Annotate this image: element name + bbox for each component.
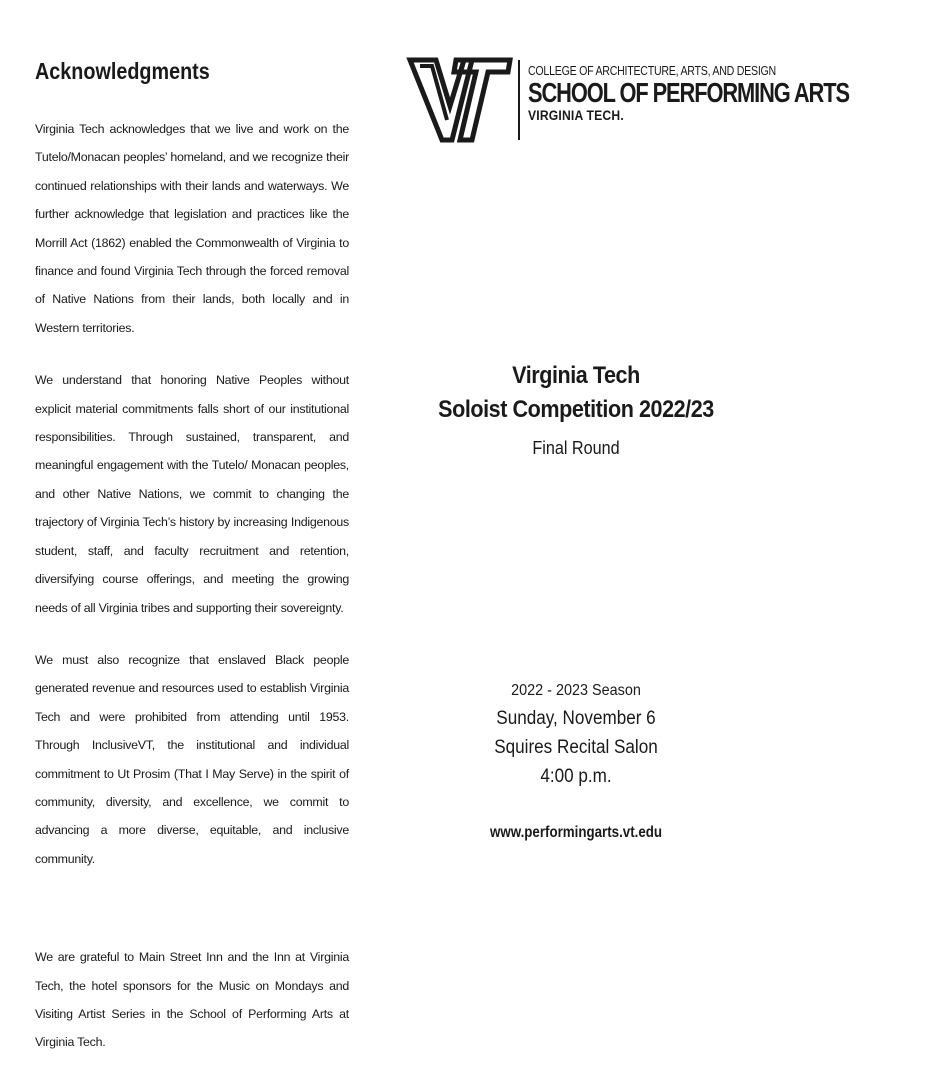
event-season: 2022 - 2023 Season bbox=[511, 682, 641, 699]
university-name: VIRGINIA TECH. bbox=[528, 108, 624, 123]
logo-wordmark bbox=[528, 64, 939, 123]
acknowledgments-section bbox=[35, 58, 349, 1081]
acknowledgments-heading: Acknowledgments bbox=[35, 58, 210, 84]
college-name: COLLEGE OF ARCHITECTURE, ARTS, AND DESIGN bbox=[528, 64, 776, 78]
commitment-paragraph: We understand that honoring Native Peoples without explicit material commitments falls short of our institutional responsibilities. Through sustained, transparent, and meaningful engagement with the Tutelo/ Monacan peoples, and other Native Nations, we commit to changing the trajectory of Virginia Tech’s history by increasing Indigenous student, staff, and faculty recruitment and retention, diversifying course offerings, and meeting the growing needs of all Virginia tribes and supporting their sovereignty. bbox=[35, 373, 349, 615]
school-logo bbox=[410, 58, 849, 144]
event-round: Final Round bbox=[532, 438, 620, 458]
event-time: 4:00 p.m. bbox=[540, 766, 612, 787]
program-cover bbox=[400, 0, 849, 1024]
event-title-line2: Soloist Competition 2022/23 bbox=[438, 396, 714, 423]
logo-divider bbox=[518, 60, 520, 140]
land-acknowledgment-paragraph: Virginia Tech acknowledges that we live and work on the Tutelo/Monacan peoples’ homeland, and we recognize their continued relationships with their lands and waterways. We further acknowledge that legislation and practices like the Morrill Act (1862) enabled the Commonwealth of Virginia to finance and found Virginia Tech through the forced removal of Native Nations from their lands, both locally and in Western territories. bbox=[35, 122, 349, 335]
website-link[interactable]: www.performingarts.vt.edu bbox=[489, 824, 663, 841]
inclusive-vt-paragraph: We must also recognize that enslaved Black people generated revenue and resources used to establish Virginia Tech and were prohibited from attending until 1953. Through InclusiveVT, the institutional and individual commitment to Ut Prosim (That I May Serve) in the spirit of community, diversity, and excellence, we commit to advancing a more diverse, equitable, and inclusive community. bbox=[35, 652, 349, 866]
school-name: SCHOOL OF PERFORMING ARTS bbox=[528, 77, 849, 108]
event-venue: Squires Recital Salon bbox=[494, 737, 658, 758]
event-date: Sunday, November 6 bbox=[496, 708, 656, 729]
event-title-line1: Virginia Tech bbox=[512, 362, 640, 389]
sponsor-paragraph: We are grateful to Main Street Inn and the Inn at Virginia Tech, the hotel sponsors for the Music on Mondays and Visiting Artist Series in the School of Performing Arts at Virginia Tech. bbox=[35, 950, 349, 1050]
vt-logo-icon bbox=[410, 58, 510, 142]
